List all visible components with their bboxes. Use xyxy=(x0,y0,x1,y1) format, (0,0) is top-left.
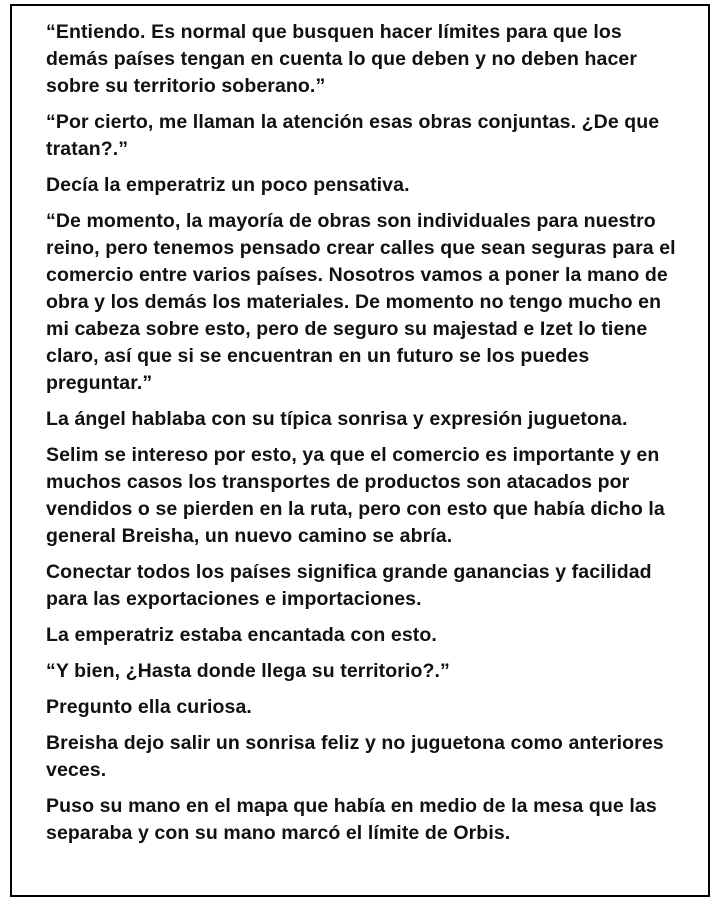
paragraph: Puso su mano en el mapa que había en medio de la mesa que las separaba y con su mano marcó el límite de Orbis. xyxy=(46,795,657,844)
paragraph: “Y bien, ¿Hasta donde llega su territorio?.” xyxy=(46,660,450,682)
paragraph: Selim se intereso por esto, ya que el comercio es importante y en muchos casos los transportes de productos son atacados por vendidos o se pierden en la ruta, pero con esto que había dicho la general Breisha, un nuevo camino se abría. xyxy=(46,444,665,547)
paragraph: Pregunto ella curiosa. xyxy=(46,696,252,718)
paragraph: “De momento, la mayoría de obras son individuales para nuestro reino, pero tenemos pensado crear calles que sean seguras para el comercio entre varios países. Nosotros vamos a poner la mano de obra y los demás los materiales. De momento no tengo mucho en mi cabeza sobre esto, pero de seguro su majestad e Izet lo tiene claro, así que si se encuentran en un futuro se los puedes preguntar.” xyxy=(46,210,676,394)
paragraph: “Entiendo. Es normal que busquen hacer límites para que los demás países tengan en cuenta lo que deben y no deben hacer sobre su territorio soberano.” xyxy=(46,21,638,97)
document-text xyxy=(46,19,686,856)
paragraph: La ángel hablaba con su típica sonrisa y expresión juguetona. xyxy=(46,408,628,430)
paragraph: Decía la emperatriz un poco pensativa. xyxy=(46,174,410,196)
paragraph: “Por cierto, me llaman la atención esas obras conjuntas. ¿De que tratan?.” xyxy=(46,111,660,160)
document-page xyxy=(10,4,710,897)
paragraph: Conectar todos los países significa grande ganancias y facilidad para las exportaciones e importaciones. xyxy=(46,561,652,610)
paragraph: Breisha dejo salir un sonrisa feliz y no juguetona como anteriores veces. xyxy=(46,732,664,781)
paragraph: La emperatriz estaba encantada con esto. xyxy=(46,624,437,646)
